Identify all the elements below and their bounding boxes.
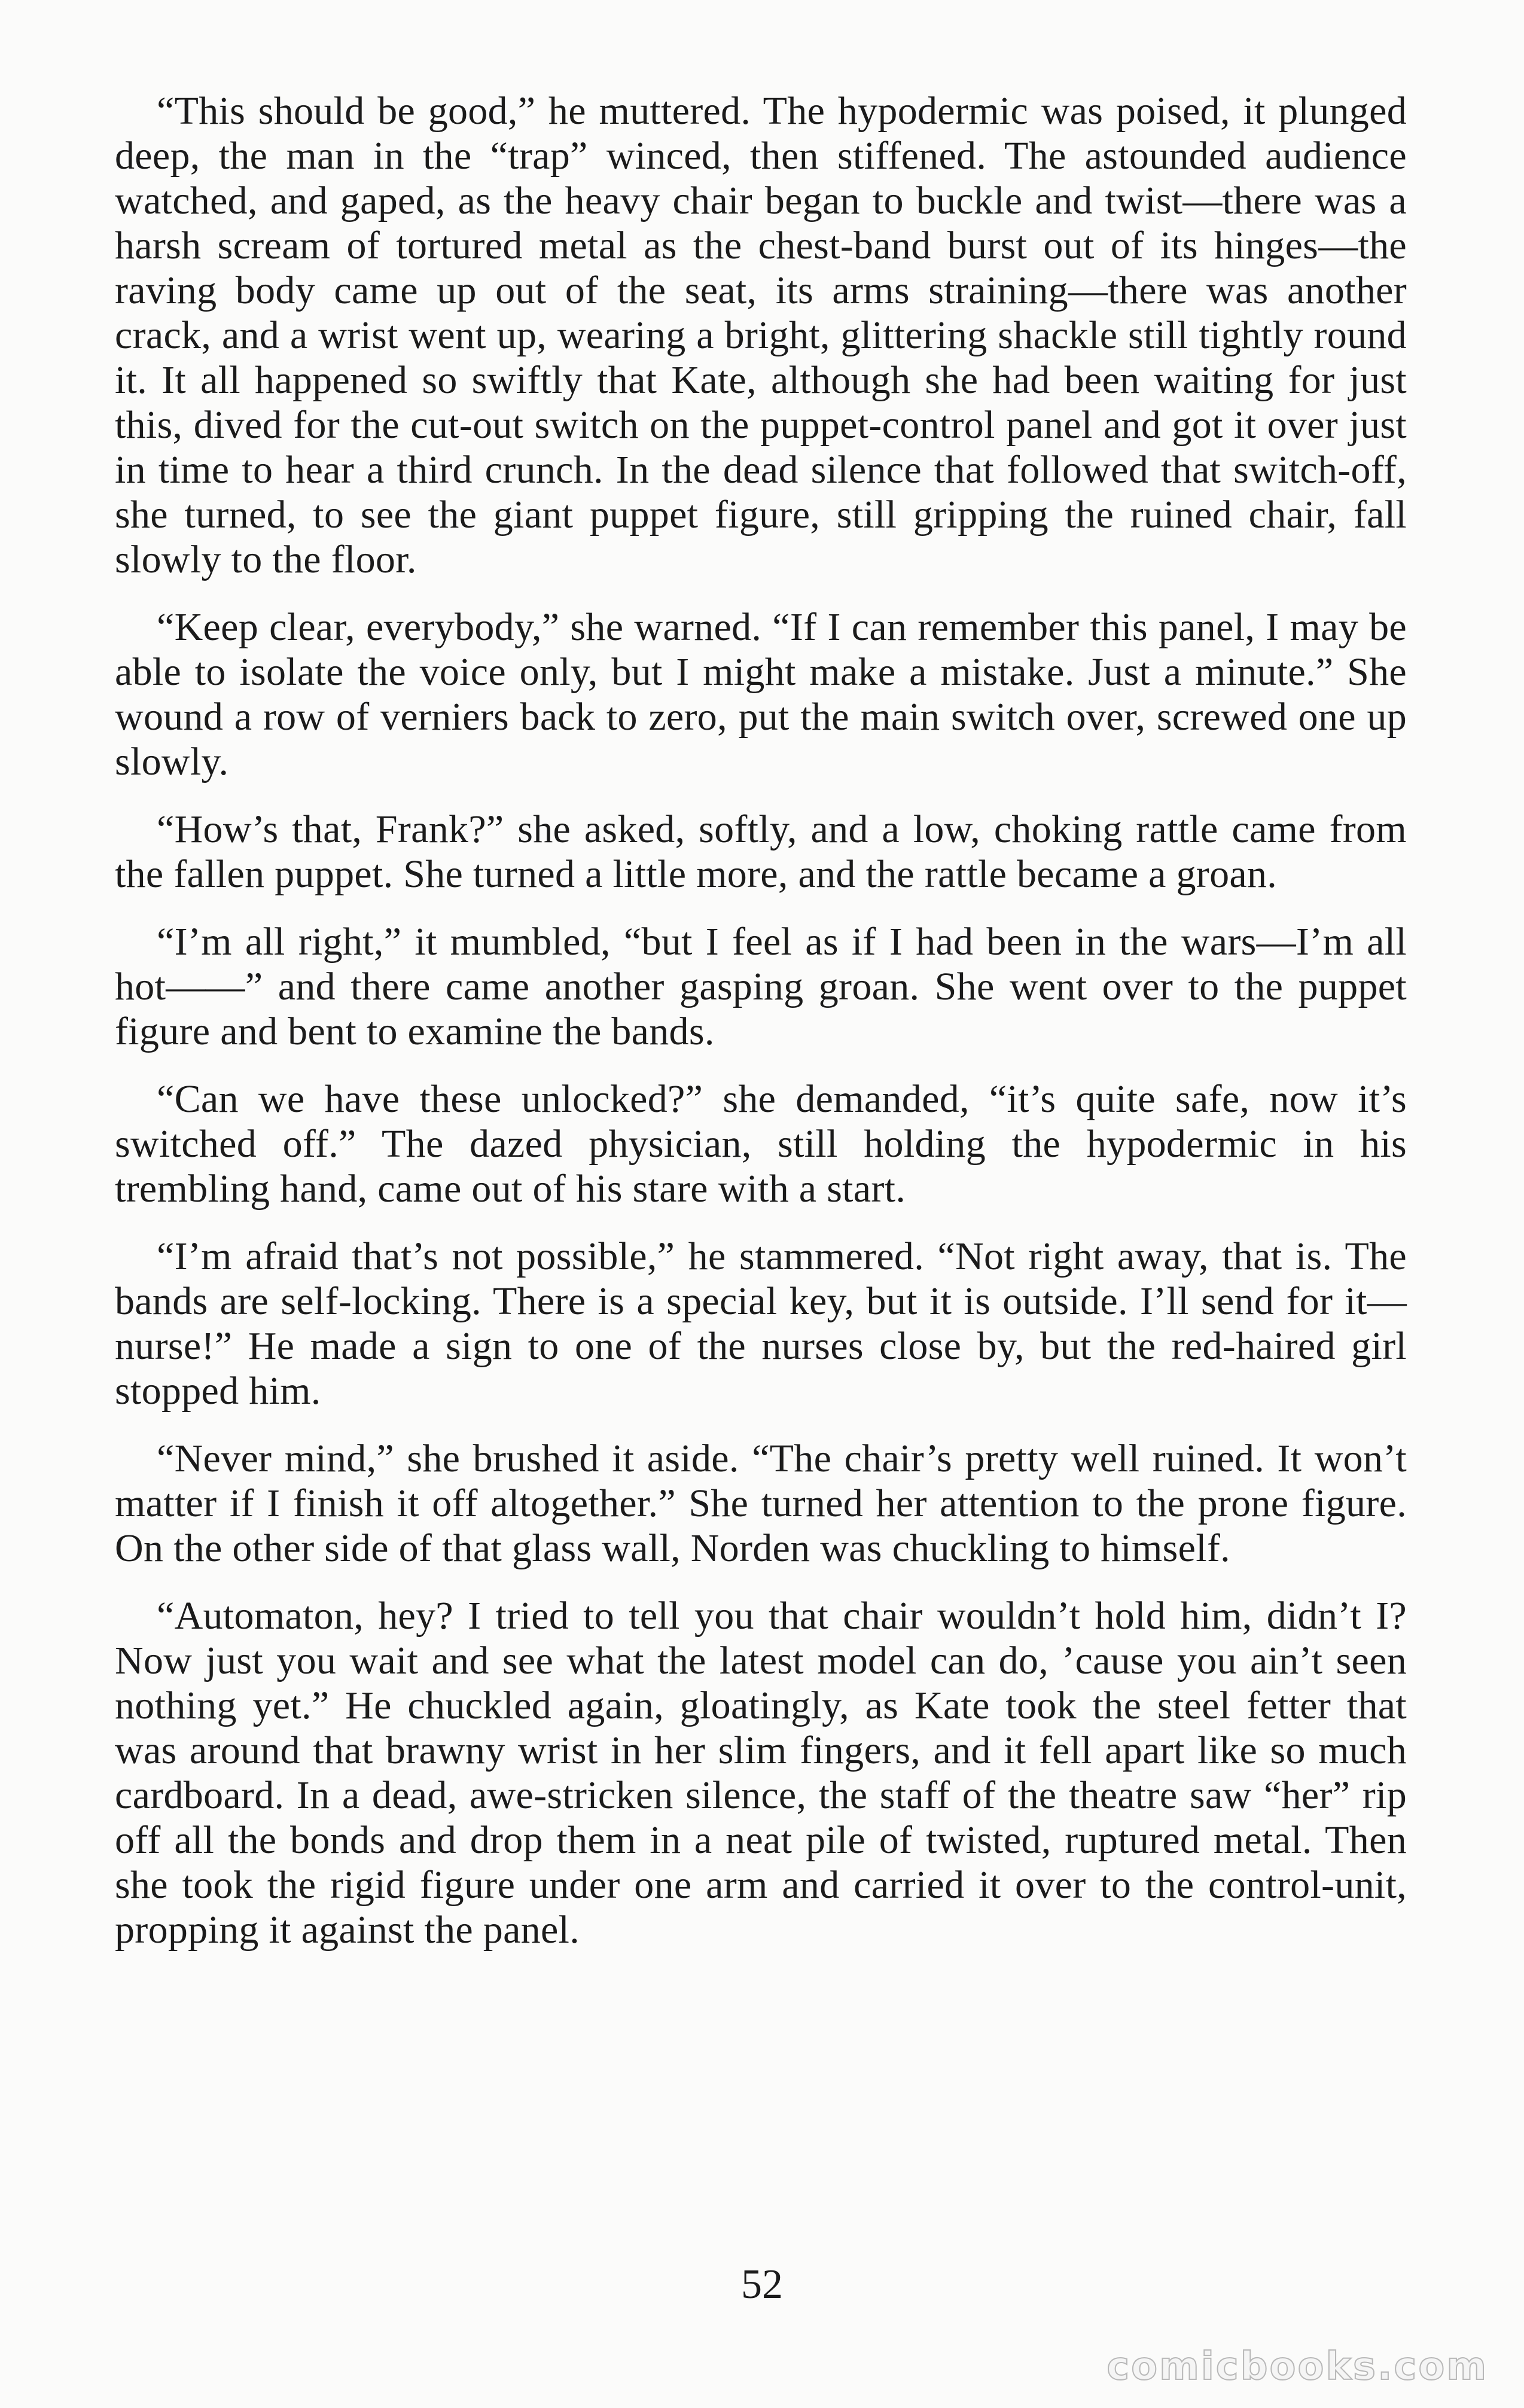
paragraph-6: “I’m afraid that’s not possible,” he stammered. “Not right away, that is. The bands are self-locking. There is a special key, but it is outside. I’ll send for it—nurse!” He made a sign to one of the nurses close by, but the red-haired girl stopped him. (115, 1235, 1407, 1413)
page-text (115, 89, 1407, 1975)
paragraph-2: “Keep clear, everybody,” she warned. “If I can remember this panel, I may be able to isolate the voice only, but I might make a mistake. Just a minute.” She wound a row of verniers back to zero, put the main switch over, screwed one up slowly. (115, 605, 1407, 784)
paragraph-4: “I’m all right,” it mumbled, “but I feel as if I had been in the wars—I’m all hot——” and there came another gasping groan. She went over to the puppet figure and bent to examine the bands. (115, 920, 1407, 1053)
page-number: 52 (741, 2261, 783, 2308)
paragraph-3: “How’s that, Frank?” she asked, softly, and a low, choking rattle came from the fallen puppet. She turned a little more, and the rattle became a groan. (115, 807, 1407, 896)
paragraph-1: “This should be good,” he muttered. The hypodermic was poised, it plunged deep, the man in the “trap” winced, then stiffened. The astounded audience watched, and gaped, as the heavy chair began to buckle and twist—there was a harsh scream of tortured metal as the chest-band burst out of its hinges—the raving body came up out of the seat, its arms straining—there was another crack, and a wrist went up, wearing a bright, glittering shackle still tightly round it. It all happened so swiftly that Kate, although she had been waiting for just this, dived for the cut-out switch on the puppet-control panel and got it over just in time to hear a third crunch. In the dead silence that followed that switch-off, she turned, to see the giant puppet figure, still gripping the ruined chair, fall slowly to the floor. (115, 89, 1407, 581)
paragraph-7: “Never mind,” she brushed it aside. “The chair’s pretty well ruined. It won’t matter if I finish it off altogether.” She turned her attention to the prone figure. On the other side of that glass wall, Norden was chuckling to himself. (115, 1437, 1407, 1570)
watermark: comicbooks.com (1107, 2345, 1488, 2389)
paragraph-8: “Automaton, hey? I tried to tell you that chair wouldn’t hold him, didn’t I? Now just you wait and see what the latest model can do, ’cause you ain’t seen nothing yet.” He chuckled again, gloatingly, as Kate took the steel fetter that was around that brawny wrist in her slim fingers, and it fell apart like so much cardboard. In a dead, awe-stricken silence, the staff of the theatre saw “her” rip off all the bonds and drop them in a neat pile of twisted, ruptured metal. Then she took the rigid figure under one arm and carried it over to the control-unit, propping it against the panel. (115, 1594, 1407, 1952)
paragraph-5: “Can we have these unlocked?” she demanded, “it’s quite safe, now it’s switched off.” The dazed physician, still holding the hypodermic in his trembling hand, came out of his stare with a start. (115, 1077, 1407, 1211)
